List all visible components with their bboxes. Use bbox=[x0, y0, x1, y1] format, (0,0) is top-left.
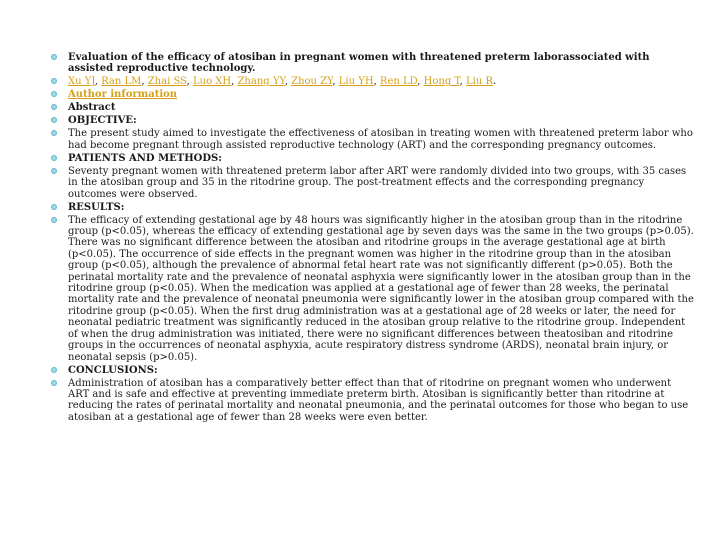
bullet-icon bbox=[51, 367, 57, 373]
bullet-icon bbox=[51, 117, 57, 123]
author-link[interactable]: Liu YH bbox=[338, 76, 374, 88]
conclusions-text: Administration of atosiban has a comparatively better effect than that of ritodrine on pregnant women who underwent ART and is safe and effective at preventing immediate preterm birth. Atosiban is significantly better than ritodrine at reducing the rates of perinatal mortality and neonatal pneumonia, and the perinatal outcomes for those who began to use atosiban at a gestational age of fewer than 28 weeks were even better. bbox=[68, 377, 689, 423]
results-heading: RESULTS: bbox=[68, 201, 125, 213]
conclusions-heading-item bbox=[50, 365, 695, 376]
abstract-heading: Abstract bbox=[68, 102, 116, 114]
author-link[interactable]: Luo XH bbox=[192, 76, 232, 88]
conclusions-heading: CONCLUSIONS: bbox=[68, 364, 158, 376]
results-heading-item bbox=[50, 202, 695, 213]
objective-heading-item bbox=[50, 115, 695, 126]
author-link[interactable]: Zhai SS bbox=[147, 76, 187, 88]
bullet-icon bbox=[51, 91, 57, 97]
author-information-link[interactable]: Author information bbox=[68, 89, 178, 101]
methods-heading: PATIENTS AND METHODS: bbox=[68, 152, 222, 164]
methods-text-item bbox=[50, 166, 695, 200]
objective-heading: OBJECTIVE: bbox=[68, 115, 137, 127]
results-text-item bbox=[50, 215, 695, 363]
bullet-icon bbox=[51, 217, 57, 223]
authors-item bbox=[50, 76, 695, 87]
methods-heading-item bbox=[50, 153, 695, 164]
author-link[interactable]: Ran LM bbox=[101, 76, 142, 88]
bullet-icon bbox=[51, 130, 57, 136]
results-text: The efficacy of extending gestational age by 48 hours was significantly higher in the atosiban group than in the ritodrine group (p<0.05), whereas the efficacy of extending gestational age by seven days was the same in the two groups (p>0.05). There was no significant difference between the atosiban and ritodrine groups in the average gestational age at birth (p<0.05). The occurrence of side effects in the pregnant women was higher in the ritodrine group than in the atosiban group (p<0.05), although the prevalence of abnormal fetal heart rate was not significantly different (p>0.05). Both the perinatal mortality rate and the prevalence of neonatal asphyxia were significantly lower in the atosiban group than in the ritodrine group (p<0.05). When the medication was applied at a gestational age of fewer than 28 weeks, the perinatal mortality rate and the prevalence of neonatal pneumonia were significantly lower in the atosiban group compared with the ritodrine group (p<0.05). When the first drug administration was at a gestational age of 28 weeks or later, the need for neonatal pediatric treatment was significantly reduced in the atosiban group relative to the ritodrine group. Independent of when the drug administration was initiated, there were no significant differences between theatosiban and ritodrine groups in the occurrences of neonatal asphyxia, acute respiratory distress syndrome (ARDS), neonatal brain injury, or neonatal sepsis (p>0.05). bbox=[68, 214, 694, 363]
author-info-item bbox=[50, 89, 695, 100]
author-list: Xu YJ, Ran LM, Zhai SS, Luo XH, Zhang YY, Zhou ZY, Liu YH, Ren LD, Hong T, Liu R. bbox=[68, 76, 497, 88]
abstract-content bbox=[50, 52, 695, 425]
objective-text-item bbox=[50, 128, 695, 151]
bullet-icon bbox=[51, 204, 57, 210]
bullet-icon bbox=[51, 104, 57, 110]
abstract-heading-item bbox=[50, 102, 695, 113]
bullet-icon bbox=[51, 54, 57, 60]
bullet-icon bbox=[51, 168, 57, 174]
methods-text: Seventy pregnant women with threatened preterm labor after ART were randomly divided into two groups, with 35 cases in the atosiban group and 35 in the ritodrine group. The post-treatment effects and the corresponding pregnancy outcomes were observed. bbox=[68, 165, 687, 200]
author-link[interactable]: Liu R bbox=[465, 76, 493, 88]
title-item bbox=[50, 52, 695, 75]
author-link[interactable]: Zhang YY bbox=[237, 76, 285, 88]
bullet-icon bbox=[51, 155, 57, 161]
author-link[interactable]: Xu YJ bbox=[68, 76, 95, 88]
author-link[interactable]: Ren LD bbox=[379, 76, 418, 88]
article-title: Evaluation of the efficacy of atosiban in pregnant women with threatened preterm laborassociated with assisted reproductive technology. bbox=[68, 52, 650, 75]
objective-text: The present study aimed to investigate the effectiveness of atosiban in treating women with threatened preterm labor who had become pregnant through assisted reproductive technology (ART) and the corresponding pregnancy outcomes. bbox=[68, 128, 693, 151]
bullet-icon bbox=[51, 78, 57, 84]
author-link[interactable]: Hong T bbox=[423, 76, 460, 88]
bullet-icon bbox=[51, 380, 57, 386]
conclusions-text-item bbox=[50, 378, 695, 424]
author-link[interactable]: Zhou ZY bbox=[291, 76, 333, 88]
